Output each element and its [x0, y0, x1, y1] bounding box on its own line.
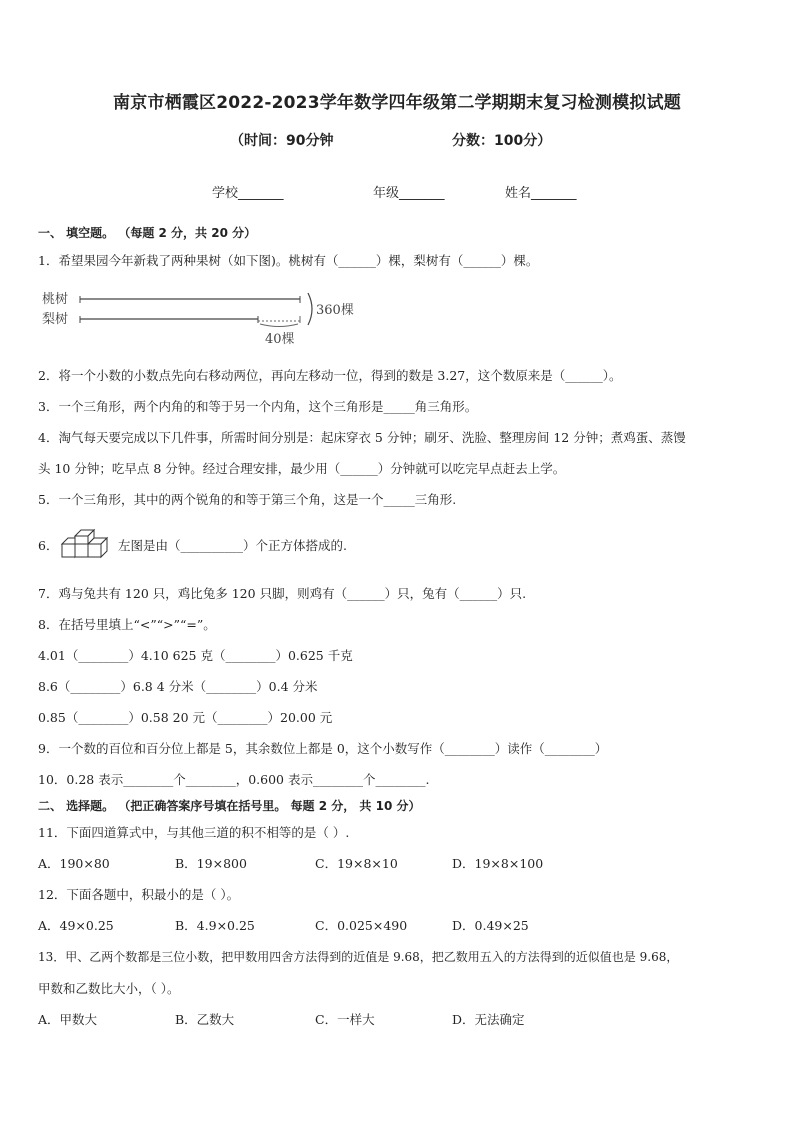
question-13-line-2: 甲数和乙数比大小，（ ）。 — [38, 981, 180, 996]
question-8-row-3: 0.85（________）0.58 20 元（________）20.00 元 — [38, 710, 333, 725]
question-8-row-2: 8.6（________）6.8 4 分米（________）0.4 分米 — [38, 679, 318, 694]
grade-field: 年级_______ — [373, 186, 445, 201]
question-5: 5．一个三角形，其中的两个锐角的和等于第三个角，这是一个_____三角形. — [38, 492, 457, 507]
q11-option-a: A．190×80 — [38, 856, 110, 871]
question-6: 左图是由（__________）个正方体搭成的. — [118, 538, 347, 553]
difference-label: 40棵 — [265, 332, 295, 347]
cubes-figure — [58, 522, 116, 562]
q12-option-d: D．0.49×25 — [452, 918, 529, 933]
q13-option-c: C．一样大 — [315, 1012, 375, 1027]
pear-label: 梨树 — [42, 312, 69, 327]
total-brace — [308, 293, 312, 325]
question-9: 9．一个数的百位和百分位上都是 5，其余数位上都是 0，这个小数写作（________）读作（________） — [38, 741, 608, 756]
question-3: 3．一个三角形，两个内角的和等于另一个内角，这个三角形是_____角三角形。 — [38, 399, 478, 414]
question-4-line-2: 头 10 分钟；吃早点 8 分钟。经过合理安排，最少用（______）分钟就可以吃完早点赶去上学。 — [38, 461, 566, 476]
question-10: 10．0.28 表示________个________，0.600 表示________个________. — [38, 772, 430, 787]
section-2-heading: 二、 选择题。 （把正确答案序号填在括号里。 每题 2 分， 共 10 分） — [38, 799, 421, 813]
q13-option-b: B．乙数大 — [175, 1012, 235, 1027]
page-title: 南京市栖霞区2022-2023学年数学四年级第二学期期末复习检测模拟试题 — [113, 93, 681, 113]
q12-option-a: A．49×0.25 — [38, 918, 114, 933]
question-12: 12．下面各题中，积最小的是（ ）。 — [38, 887, 240, 902]
question-6-number: 6． — [38, 538, 59, 553]
question-2: 2．将一个小数的小数点先向右移动两位，再向左移动一位，得到的数是 3.27，这个数原来是（______）。 — [38, 368, 622, 383]
question-8-row-1: 4.01（________）4.10 625 克（________）0.625 千克 — [38, 648, 353, 663]
question-7: 7．鸡与兔共有 120 只，鸡比兔多 120 只脚，则鸡有（______）只，兔有（______）只. — [38, 586, 527, 601]
school-field: 学校_______ — [212, 186, 284, 201]
difference-brace — [260, 324, 298, 327]
exam-score: 分数：100分） — [452, 133, 552, 149]
q11-option-c: C．19×8×10 — [315, 856, 398, 871]
question-8: 8．在括号里填上“<”“>”“=”。 — [38, 617, 216, 632]
exam-time: （时间：90分钟 — [230, 133, 334, 149]
peach-label: 桃树 — [42, 292, 69, 307]
section-1-heading: 一、 填空题。 （每题 2 分，共 20 分） — [38, 226, 257, 240]
question-1: 1．希望果园今年新栽了两种果树（如下图)。桃树有（______）棵，梨树有（______）棵。 — [38, 253, 539, 268]
name-field: 姓名_______ — [505, 186, 577, 201]
q11-option-d: D．19×8×100 — [452, 856, 544, 871]
question-4-line-1: 4．淘气每天要完成以下几件事，所需时间分别是：起床穿衣 5 分钟；刷牙、洗脸、整理房间 12 分钟；煮鸡蛋、蒸馒 — [38, 430, 686, 445]
question-13-line-1: 13．甲、乙两个数都是三位小数，把甲数用四舍方法得到的近值是 9.68，把乙数用五入的方法得到的近似值也是 9.68， — [38, 950, 679, 964]
q12-option-b: B．4.9×0.25 — [175, 918, 255, 933]
q12-option-c: C．0.025×490 — [315, 918, 408, 933]
question-11: 11．下面四道算式中，与其他三道的积不相等的是（ ）. — [38, 825, 350, 840]
q13-option-a: A．甲数大 — [38, 1012, 98, 1027]
q11-option-b: B．19×800 — [175, 856, 247, 871]
total-label: 360棵 — [316, 303, 354, 318]
q13-option-d: D．无法确定 — [452, 1012, 525, 1027]
line-diagram — [40, 288, 370, 350]
